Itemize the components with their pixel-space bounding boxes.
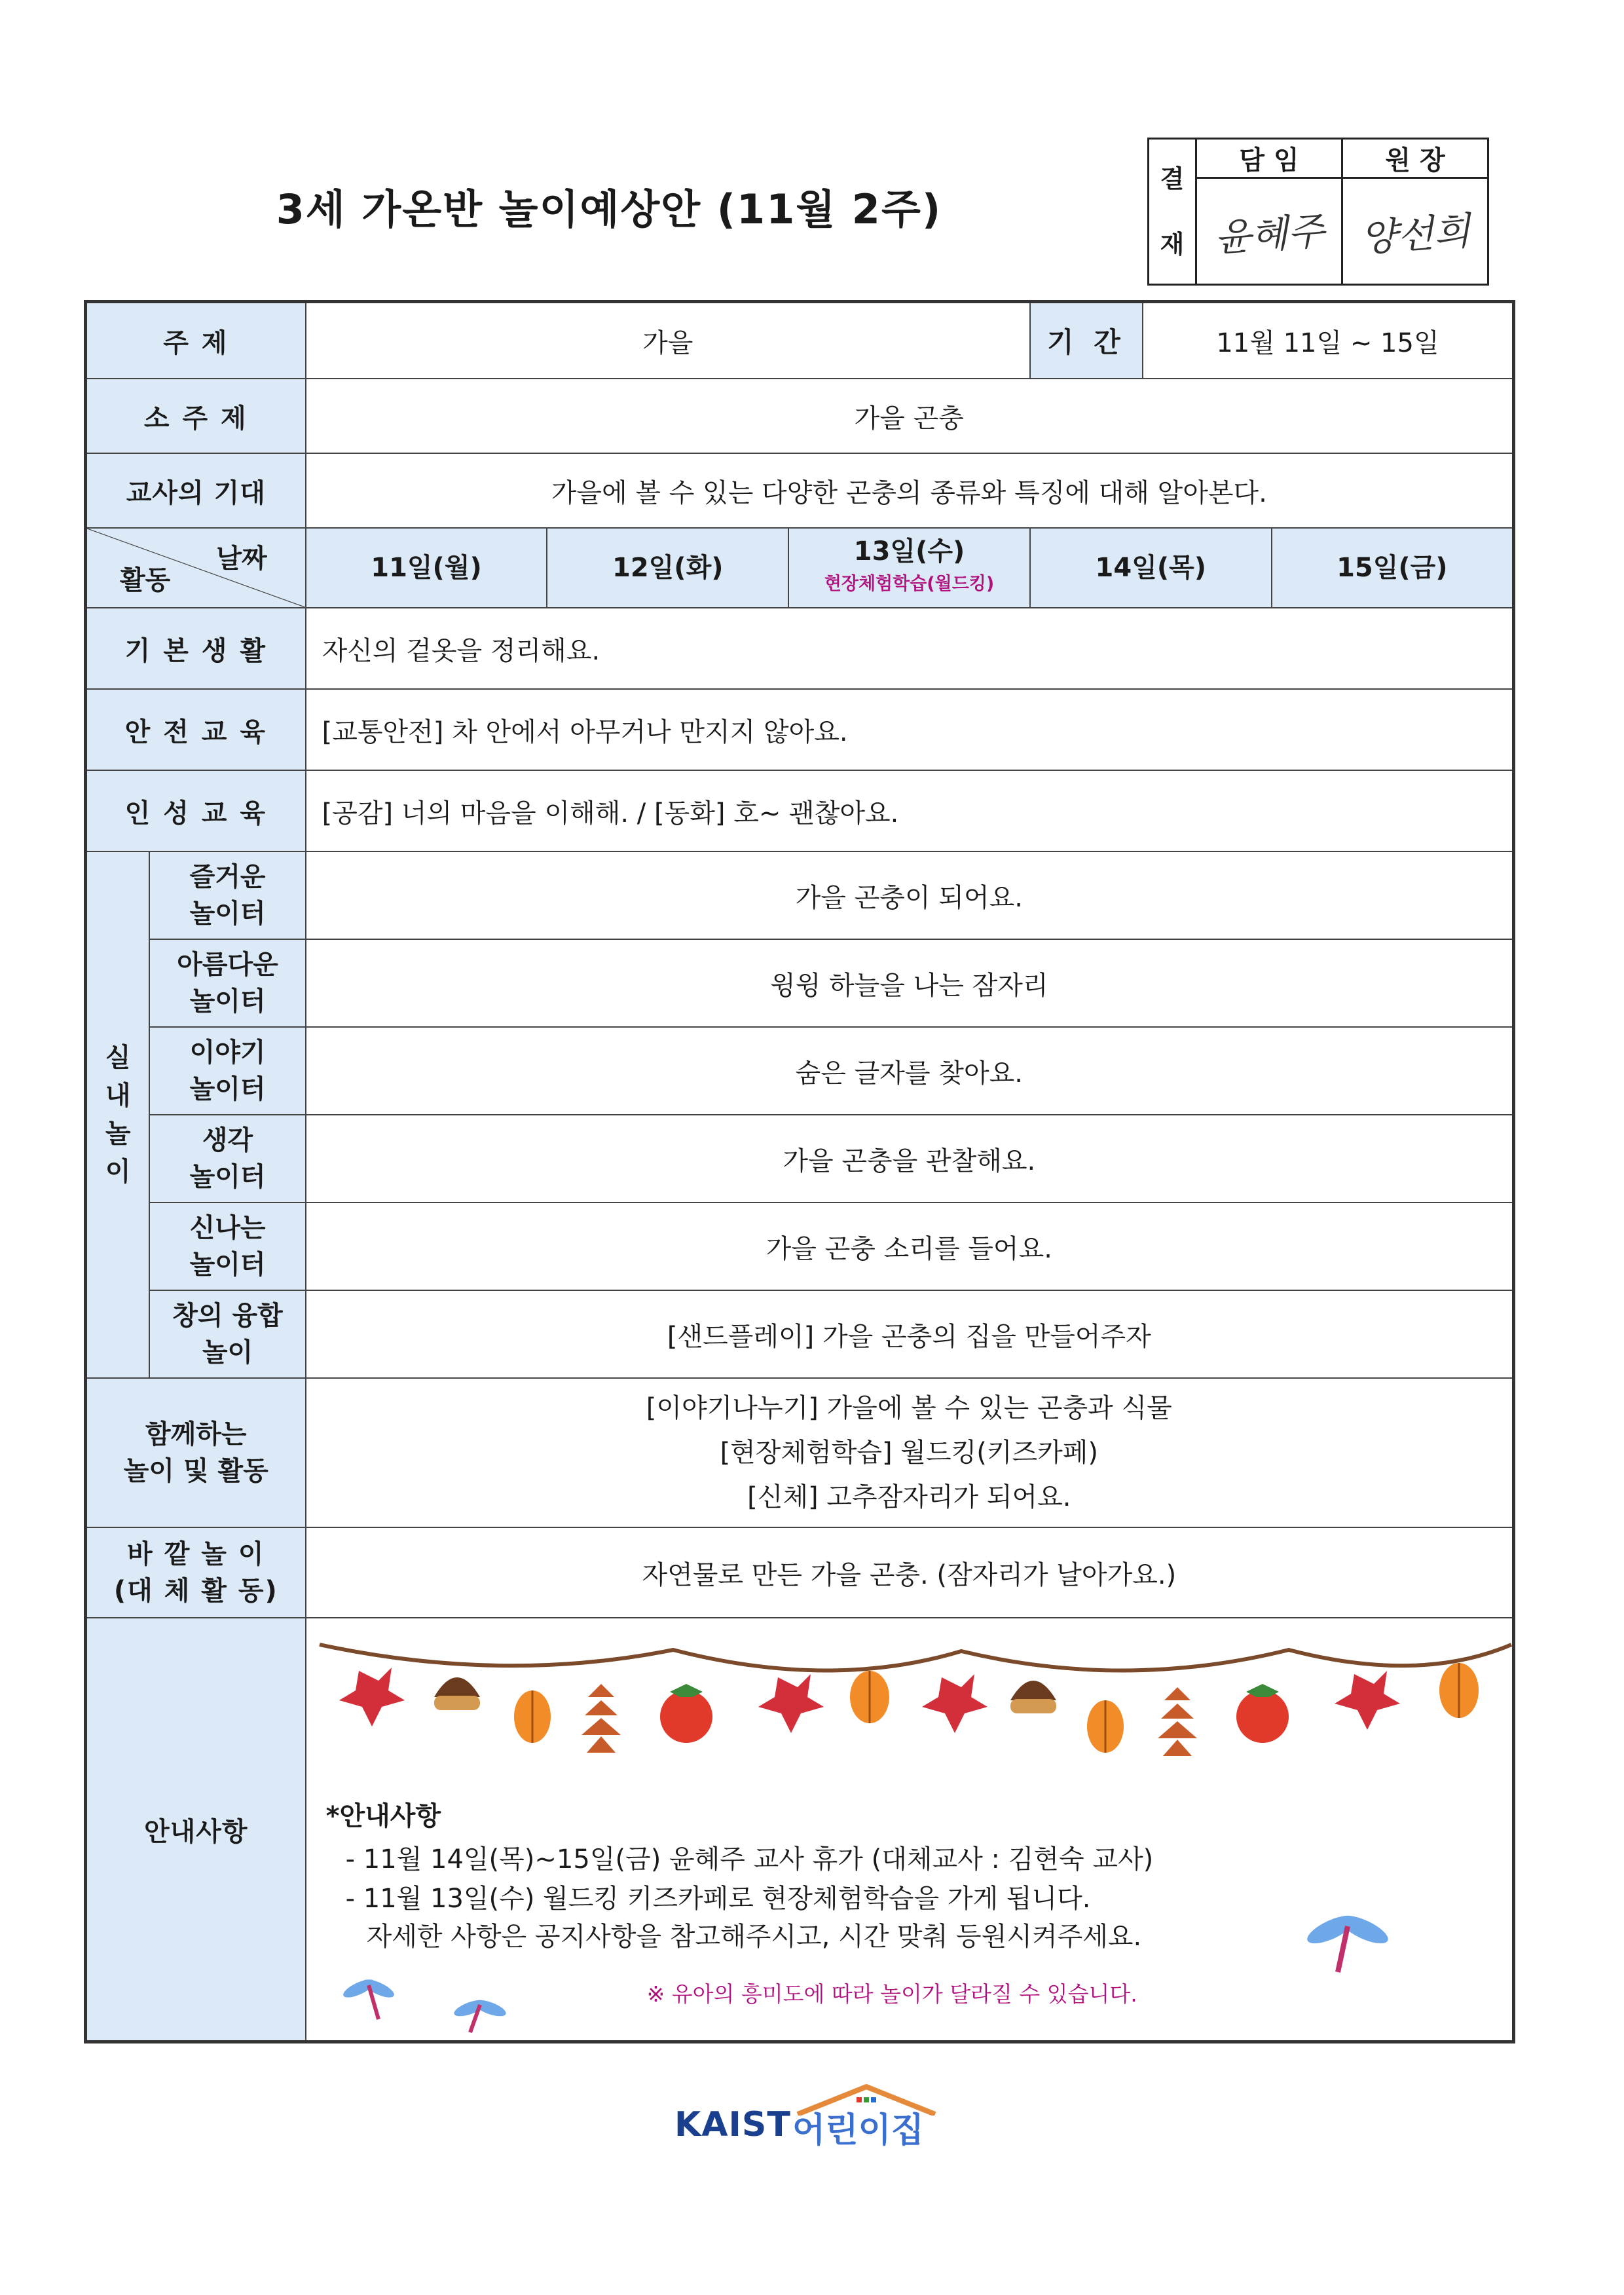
day-label: 13일(수) [853, 536, 965, 567]
indoor-area-label [149, 851, 305, 939]
dragonfly-icon [339, 1972, 398, 2024]
logo-korean-text: 어린이집 [792, 2111, 924, 2150]
approval-side-label [1149, 139, 1196, 285]
row-indoor [86, 939, 1514, 1027]
together-item: [현장체험학습] 월드킹(키즈카페) [720, 1438, 1099, 1468]
indoor-area-value: 가을 곤충을 관찰해요. [306, 1115, 1514, 1203]
chestnut-icon [434, 1677, 480, 1710]
row-indoor [86, 1290, 1514, 1378]
day-label: 15일(금) [1337, 553, 1448, 583]
expectation-value: 가을에 볼 수 있는 다양한 곤충의 종류와 특징에 대해 알아본다. [306, 453, 1514, 528]
theme-label: 주 제 [86, 302, 306, 379]
theme-value: 가을 [306, 302, 1030, 379]
maple-leaf-icon [758, 1674, 824, 1733]
day-header [547, 528, 788, 608]
play-plan-table [84, 300, 1515, 2043]
day-header [1272, 528, 1514, 608]
page-title: 3세 가온반 놀이예상안 (11월 2주) [276, 185, 942, 233]
indoor-play-label [86, 851, 150, 1378]
indoor-area-value: 숨은 글자를 찾아요. [306, 1027, 1514, 1115]
indoor-area-label [149, 1115, 305, 1203]
character-label: 인 성 교 육 [86, 770, 306, 851]
orange-leaf-icon [1439, 1663, 1479, 1718]
together-item: [이야기나누기] 가을에 볼 수 있는 곤충과 식물 [646, 1393, 1172, 1423]
pine-leaf-icon [1158, 1687, 1197, 1756]
row-notice [86, 1618, 1514, 2042]
row-safety [86, 689, 1514, 770]
row-expectation [86, 453, 1514, 528]
day-label: 11일(월) [371, 553, 482, 583]
row-theme [86, 302, 1514, 379]
day-note: 현장체험학습(월드킹) [824, 574, 995, 594]
day-header [306, 528, 547, 608]
director-signature [1342, 178, 1488, 285]
indoor-area-value: [샌드플레이] 가을 곤충의 집을 만들어주자 [306, 1290, 1514, 1378]
indoor-area-line2: 놀이터 [189, 899, 266, 929]
together-line1: 함께하는 [145, 1419, 247, 1449]
character-value: [공감] 너의 마음을 이해해. / [동화] 호~ 괜찮아요. [306, 770, 1514, 851]
indoor-play-text: 실 내 놀 이 [105, 1043, 131, 1187]
safety-label: 안 전 교 육 [86, 689, 306, 770]
approval-side-top: 결 [1160, 164, 1185, 193]
pine-leaf-icon [581, 1684, 621, 1753]
date-header-label: 날짜 [216, 544, 267, 574]
expectation-label: 교사의 기대 [86, 453, 306, 528]
basic-life-label: 기 본 생 활 [86, 608, 306, 689]
day-header [788, 528, 1030, 608]
indoor-area-label [149, 1027, 305, 1115]
row-basic-life [86, 608, 1514, 689]
outdoor-value: 자연물로 만든 가을 곤충. (잠자리가 날아가요.) [306, 1527, 1514, 1618]
director-signature-text: 양선희 [1359, 208, 1472, 261]
notice-line: - 11월 13일(수) 월드킹 키즈카페로 현장체험학습을 가게 됩니다. [345, 1884, 1091, 1914]
persimmon-icon [660, 1684, 712, 1743]
notice-heading: *안내사항 [325, 1801, 441, 1831]
indoor-area-line1: 이야기 [189, 1037, 266, 1068]
logo-kaist-text: KAIST [674, 2105, 791, 2144]
indoor-area-line1: 생각 [202, 1125, 253, 1155]
teacher-signature-text: 윤혜주 [1213, 208, 1326, 261]
row-outdoor [86, 1527, 1514, 1618]
indoor-area-label [149, 1290, 305, 1378]
notice-content [306, 1618, 1512, 2040]
row-together [86, 1378, 1514, 1527]
chestnut-icon [1010, 1681, 1056, 1713]
maple-leaf-icon [1335, 1671, 1400, 1730]
row-indoor [86, 1027, 1514, 1115]
row-subtheme [86, 379, 1514, 453]
outdoor-label [86, 1527, 306, 1618]
indoor-area-line1: 창의 융합 [172, 1301, 283, 1331]
indoor-area-line2: 놀이터 [189, 1162, 266, 1192]
dragonfly-icon [1302, 1907, 1393, 1979]
dragonfly-icon [451, 1992, 509, 2038]
approval-header-teacher: 담 임 [1196, 139, 1342, 178]
together-line2: 놀이 및 활동 [123, 1456, 268, 1486]
notice-label: 안내사항 [86, 1618, 306, 2042]
approval-header-director: 원 장 [1342, 139, 1488, 178]
together-item: [신체] 고추잠자리가 되어요. [747, 1482, 1071, 1512]
indoor-area-label [149, 1203, 305, 1290]
approval-side-bottom: 재 [1160, 230, 1185, 259]
orange-leaf-icon [850, 1671, 889, 1723]
period-label: 기 간 [1031, 303, 1143, 378]
orange-leaf-icon [1087, 1700, 1124, 1753]
kaist-kindergarten-logo [674, 2083, 950, 2155]
approval-box [1147, 138, 1489, 286]
subtheme-value: 가을 곤충 [306, 379, 1514, 453]
indoor-area-value: 윙윙 하늘을 나는 잠자리 [306, 939, 1514, 1027]
indoor-area-line2: 놀이터 [189, 986, 266, 1017]
teacher-signature [1196, 178, 1342, 285]
maple-leaf-icon [922, 1674, 987, 1733]
basic-life-value: 자신의 겉옷을 정리해요. [306, 608, 1514, 689]
together-value [306, 1378, 1514, 1527]
indoor-area-label [149, 939, 305, 1027]
row-indoor [86, 851, 1514, 939]
autumn-garland-illustration [306, 1618, 1524, 1789]
day-label: 12일(화) [612, 553, 724, 583]
row-character [86, 770, 1514, 851]
together-label [86, 1378, 306, 1527]
notice-warning: ※ 유아의 흥미도에 따라 놀이가 달라질 수 있습니다. [646, 1981, 1137, 2007]
indoor-area-value: 가을 곤충 소리를 들어요. [306, 1203, 1514, 1290]
date-activity-header [86, 528, 306, 608]
day-label: 14일(목) [1095, 553, 1207, 583]
indoor-area-line2: 놀이 [202, 1337, 253, 1368]
subtheme-label: 소 주 제 [86, 379, 306, 453]
period-cell [1030, 302, 1514, 379]
period-value: 11월 11일 ~ 15일 [1216, 327, 1439, 358]
indoor-area-value: 가을 곤충이 되어요. [306, 851, 1514, 939]
orange-leaf-icon [514, 1690, 551, 1743]
outdoor-line1: 바 깥 놀 이 [127, 1539, 265, 1569]
indoor-area-line1: 즐거운 [189, 862, 266, 892]
outdoor-line2: (대 체 활 동) [113, 1576, 278, 1606]
day-header [1030, 528, 1272, 608]
indoor-area-line1: 신나는 [189, 1213, 266, 1243]
indoor-area-line2: 놀이터 [189, 1250, 266, 1280]
safety-value: [교통안전] 차 안에서 아무거나 만지지 않아요. [306, 689, 1514, 770]
indoor-area-line2: 놀이터 [189, 1074, 266, 1104]
notice-line: 자세한 사항은 공지사항을 참고해주시고, 시간 맞춰 등원시켜주세요. [366, 1922, 1142, 1952]
maple-leaf-icon [339, 1668, 405, 1726]
notice-cell [306, 1618, 1514, 2042]
row-days [86, 528, 1514, 608]
row-indoor [86, 1203, 1514, 1290]
persimmon-icon [1236, 1684, 1289, 1743]
row-indoor [86, 1115, 1514, 1203]
notice-line: - 11월 14일(목)~15일(금) 윤혜주 교사 휴가 (대체교사 : 김현숙 교사) [345, 1844, 1154, 1875]
activity-header-label: 활동 [120, 565, 171, 595]
indoor-area-line1: 아름다운 [177, 950, 278, 980]
